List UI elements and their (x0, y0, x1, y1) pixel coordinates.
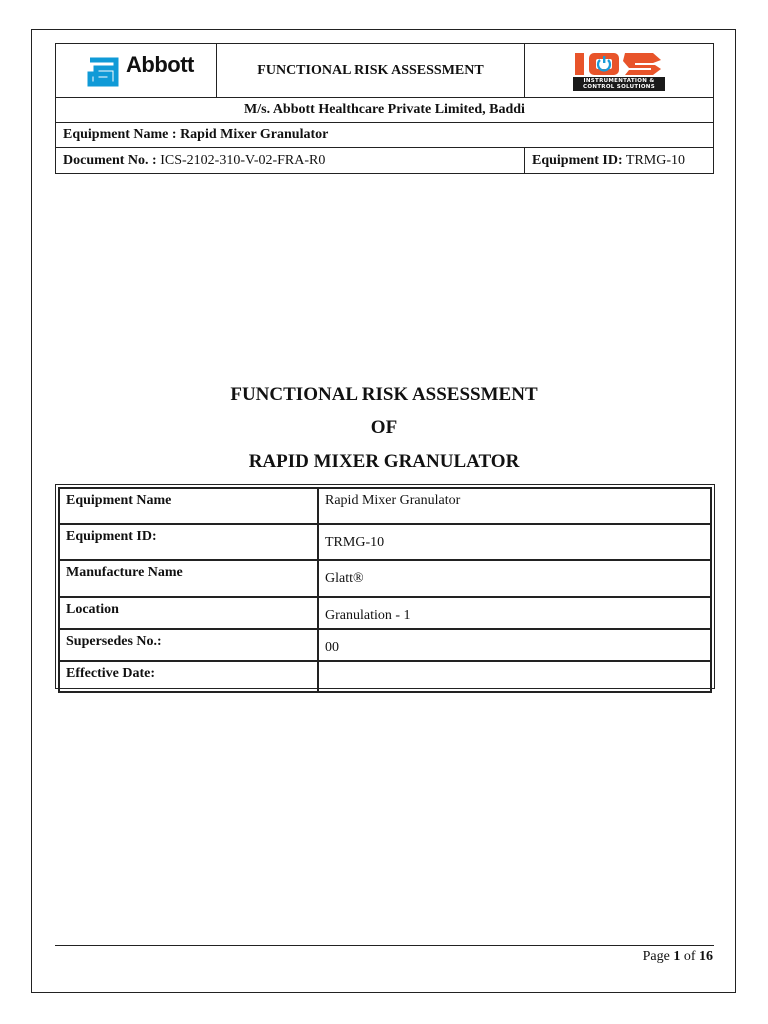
header-title: FUNCTIONAL RISK ASSESSMENT (217, 44, 525, 98)
main-title-line3: RAPID MIXER GRANULATOR (248, 451, 520, 472)
table-row (59, 629, 711, 661)
equipment-name-row (56, 123, 714, 148)
footer-divider (55, 945, 714, 946)
info-value: Glatt® (318, 560, 711, 597)
equipment-id-cell (525, 148, 714, 174)
abbott-wordmark: Abbott (126, 51, 194, 77)
info-value: 00 (318, 629, 711, 661)
info-value: TRMG-10 (318, 524, 711, 560)
document-no-value: ICS-2102-310-V-02-FRA-R0 (160, 152, 326, 168)
info-label: Supersedes No.: (59, 629, 318, 661)
info-value: Granulation - 1 (318, 597, 711, 629)
info-value: Rapid Mixer Granulator (318, 488, 711, 524)
info-label: Effective Date: (59, 661, 318, 692)
document-no-label: Document No. : (63, 152, 157, 168)
equipment-name-label: Equipment Name : (63, 127, 177, 142)
info-label: Location (59, 597, 318, 629)
ics-logo (525, 44, 713, 97)
equipment-info-table (55, 484, 715, 689)
abbott-logo-cell (56, 44, 217, 98)
page-current: 1 (673, 949, 681, 964)
equipment-name-value: Rapid Mixer Granulator (180, 127, 329, 142)
table-row (59, 488, 711, 524)
table-row (59, 560, 711, 597)
info-label: Manufacture Name (59, 560, 318, 597)
main-title-line1: FUNCTIONAL RISK ASSESSMENT (230, 384, 538, 405)
page-label: Page (642, 949, 670, 964)
equipment-id-value: TRMG-10 (625, 152, 686, 168)
document-header (55, 43, 714, 174)
main-title-line2: OF (370, 417, 398, 438)
info-label: Equipment ID: (59, 524, 318, 560)
document-no-cell (56, 148, 525, 174)
info-value (318, 661, 711, 692)
table-row (59, 661, 711, 692)
info-label: Equipment Name (59, 488, 318, 524)
abbott-mark-icon (86, 54, 120, 88)
page-of: of (683, 949, 696, 964)
equipment-id-label: Equipment ID: (532, 152, 623, 168)
table-row (59, 597, 711, 629)
table-row (59, 524, 711, 560)
page-number (643, 949, 713, 965)
ics-tagline: INSTRUMENTATION & CONTROL SOLUTIONS (573, 77, 665, 91)
company-name: M/s. Abbott Healthcare Private Limited, Baddi (56, 98, 714, 123)
ics-logo-cell (525, 44, 714, 98)
page-total: 16 (699, 949, 713, 964)
ics-letters-icon (573, 51, 665, 77)
abbott-logo (56, 44, 216, 97)
